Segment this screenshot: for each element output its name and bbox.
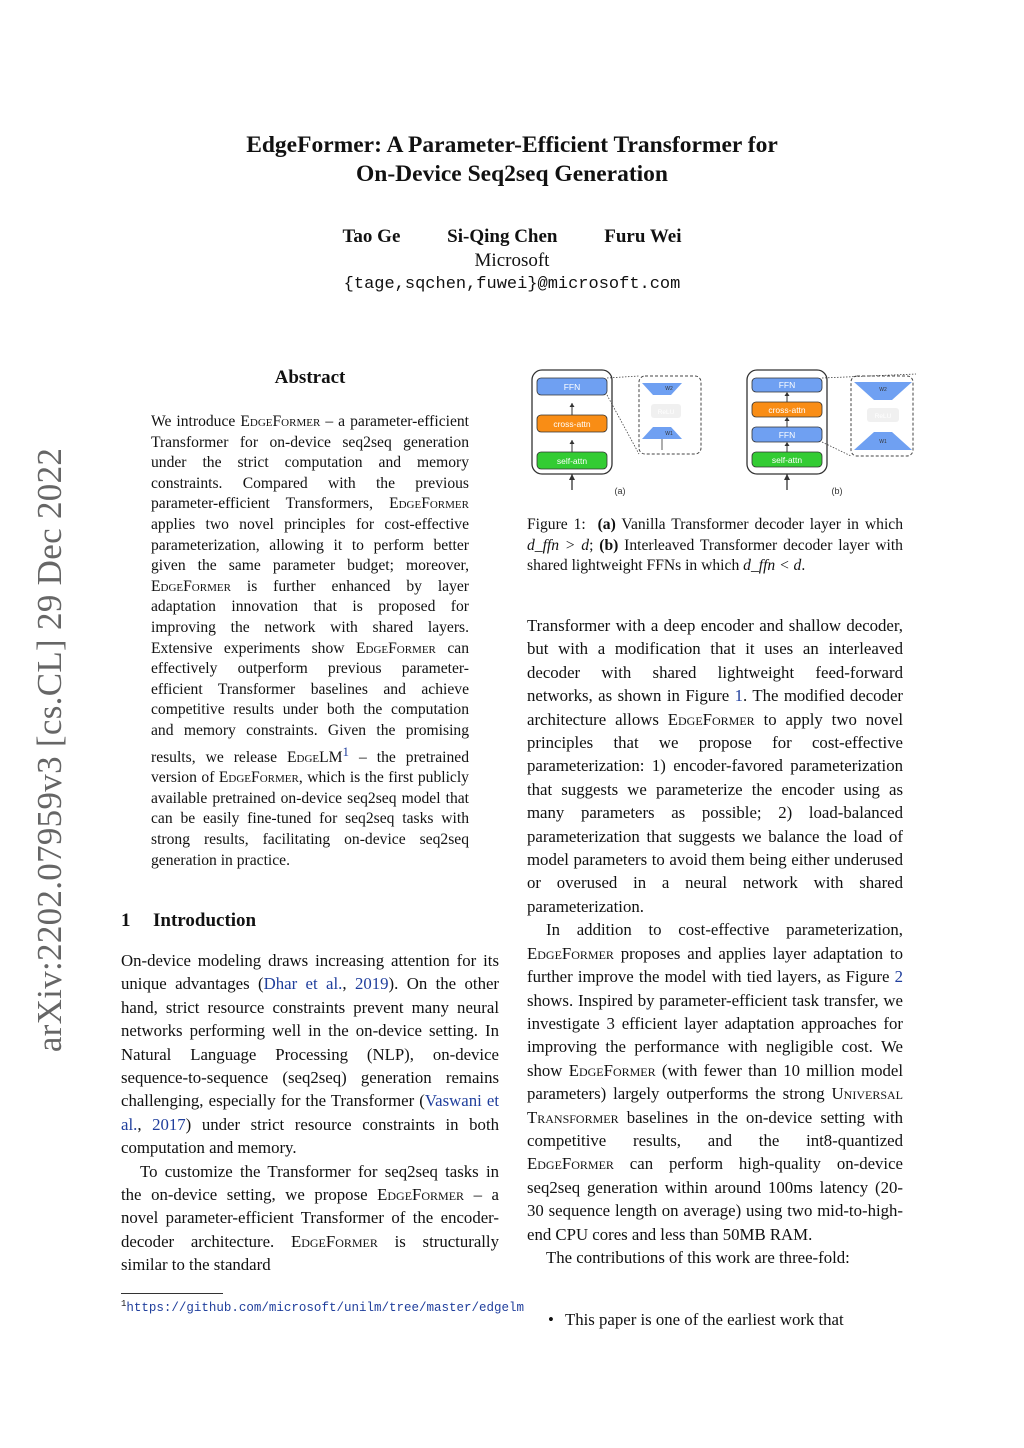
abstract-body: We introduce EdgeFormer – a parameter-efficient Transformer for on-device seq2seq generation under the strict computation and memory constraints. Compared with the previous parameter-efficient Transformers, EdgeFormer applies two novel principles for cost-effective parameterization, allowing it to perform better given the same parameter budget; moreover, EdgeFormer is further enhanced by layer adaptation innovation that is proposed for improving the network with shared layers. Extensive experiments show EdgeFormer can effectively outperform previous parameter-efficient Transformer baselines and achieve competitive results under both the computation and memory constraints. Given the promising results, we release EdgeLM$^1$ – the pretrained version of EdgeFormer, which is the first publicly available pretrained on-device seq2seq model that can be easily fine-tuned for seq2seq tasks with strong results, facilitating on-device seq2seq generation in practice. <box>151 413 469 869</box>
figure-reference-link[interactable]: 2 <box>894 967 903 987</box>
figure-1-caption: Figure 1: (a) Vanilla Transformer decoder layer in which d_ffn > d; (b) Interleaved Transformer decoder layer with shared lightweight FFNs in which d_ffn < d. <box>527 516 903 575</box>
section-title: Introduction <box>153 910 257 931</box>
ffn-label: FFN <box>563 382 581 392</box>
model-name: EdgeLM <box>287 748 343 766</box>
paragraph: The contributions of this work are three-fold: <box>546 1247 850 1267</box>
svg-text:FFN: FFN <box>778 380 796 390</box>
figure-1b-diagram <box>742 366 922 500</box>
model-name: EdgeFormer <box>355 639 436 657</box>
svg-text:W2: W2 <box>665 386 673 392</box>
svg-text:W2: W2 <box>879 387 887 393</box>
author-name: Tao Ge <box>342 226 401 247</box>
model-name: EdgeFormer <box>290 1231 378 1251</box>
w2-projection-shape <box>642 383 682 395</box>
introduction-right-column <box>527 614 903 1269</box>
author-name: Furu Wei <box>604 226 682 247</box>
paragraph: In addition to cost-effective parameterization, EdgeFormer proposes and applies layer adaptation to further improve the model with tied layers, as Figure 2 shows. Inspired by parameter-efficient task transfer, we investigate 3 efficient layer adaptation approaches for improving the performance with negligible cost. We show EdgeFormer (with fewer than 10 million model parameters) largely outperforms the strong Universal Transformer baselines in the on-device setting with competitive results, and the int8-quantized EdgeFormer can perform high-quality on-device seq2seq generation within around 100ms latency (20-30 sequence length on average) using two mid-to-high-end CPU cores and less than 50MB RAM. <box>527 920 903 1244</box>
model-name: EdgeFormer <box>240 413 321 430</box>
baseline-name: Universal Transformer <box>527 1084 903 1127</box>
bullet-dot: • <box>548 1310 554 1329</box>
footnote-link[interactable]: https://github.com/microsoft/unilm/tree/master/edgelm <box>126 1301 524 1316</box>
author-name: Si-Qing Chen <box>447 226 558 247</box>
svg-text:ReLU: ReLU <box>874 413 892 420</box>
model-name: EdgeFormer <box>389 495 469 513</box>
model-name: EdgeFormer <box>568 1060 656 1080</box>
footnote <box>121 1296 524 1317</box>
subfigure-label-b: (b) <box>831 486 843 496</box>
model-name: EdgeFormer <box>527 1154 614 1174</box>
section-number: 1 <box>121 910 131 931</box>
arxiv-identifier: arXiv:2202.07959v3 [cs.CL] 29 Dec 2022 <box>30 447 69 1053</box>
cross-attn-label: cross-attn <box>553 419 591 429</box>
paragraph: On-device modeling draws increasing attention for its unique advantages (Dhar et al., 2019). On the other hand, strict resource constraints prevent many neural networks performing well in the on-device setting. In Natural Language Processing (NLP), on-device sequence-to-sequence (seq2seq) generation remains challenging, especially for the Transformer (Vaswani et al., 2017) under strict resource constraints in both computation and memory. <box>121 951 500 1158</box>
figure-reference-link[interactable]: 1 <box>734 686 743 706</box>
model-name: EdgeFormer <box>218 769 299 787</box>
svg-text:W1: W1 <box>879 439 887 445</box>
paper-title <box>0 131 1024 188</box>
section-heading-introduction <box>121 910 256 932</box>
paragraph: Transformer with a deep encoder and shallow decoder, but with a modification that it uses an interleaved decoder with shared lightweight feed-forward networks, as shown in Figure 1. The modified decoder architecture allows EdgeFormer to apply two novel principles that we propose for cost-effective parameterization: 1) encoder-favored parameterization that suggests we parameterize the encoder using as many parameters as possible; 2) load-balanced parameterization that suggests we balance the load of model parameters to avoid them being either underused or overused in a neural network with shared parameterization. <box>527 616 904 916</box>
svg-text:self-attn: self-attn <box>771 455 803 465</box>
math-expression: d_ffn < d <box>743 557 802 575</box>
math-expression: d_ffn > d <box>527 536 590 554</box>
abstract-heading: Abstract <box>274 367 346 388</box>
affiliation: Microsoft <box>474 250 550 271</box>
title-line-1: EdgeFormer: A Parameter-Efficient Transformer for <box>246 132 778 158</box>
svg-text:FFN: FFN <box>778 430 796 440</box>
model-name: EdgeFormer <box>377 1185 465 1205</box>
svg-text:W1: W1 <box>665 431 673 437</box>
footnote-number: 1 <box>121 1299 127 1309</box>
introduction-left-column <box>121 949 499 1277</box>
citation-link[interactable]: 2017 <box>152 1114 186 1134</box>
svg-text:cross-attn: cross-attn <box>768 405 806 415</box>
footnote-divider <box>121 1293 223 1294</box>
subfigure-label-a: (a) <box>614 486 626 496</box>
footnote-marker[interactable]: 1 <box>342 743 350 759</box>
title-line-2: On-Device Seq2seq Generation <box>356 160 668 187</box>
author-emails: {tage,sqchen,fuwei}@microsoft.com <box>343 275 681 294</box>
author-list <box>0 226 1024 248</box>
figure-1a-diagram <box>528 366 708 500</box>
model-name: EdgeFormer <box>667 709 755 729</box>
model-name: EdgeFormer <box>527 943 614 963</box>
citation-link[interactable]: 2019 <box>354 974 389 994</box>
contribution-bullet: • This paper is one of the earliest work that <box>548 1308 903 1331</box>
self-attn-label: self-attn <box>556 456 588 466</box>
w1-projection-shape <box>642 427 682 439</box>
citation-link[interactable]: Dhar et al. <box>263 974 343 994</box>
input-arrow-head <box>569 474 575 480</box>
paragraph: To customize the Transformer for seq2seq tasks in the on-device setting, we propose EdgeFormer – a novel parameter-efficient Transformer of the encoder-decoder architecture. EdgeFormer is structurally similar to the standard <box>121 1161 499 1275</box>
model-name: EdgeFormer <box>151 577 231 595</box>
svg-text:ReLU: ReLU <box>657 409 675 416</box>
citation-link[interactable]: Vaswani et al. <box>121 1091 499 1134</box>
